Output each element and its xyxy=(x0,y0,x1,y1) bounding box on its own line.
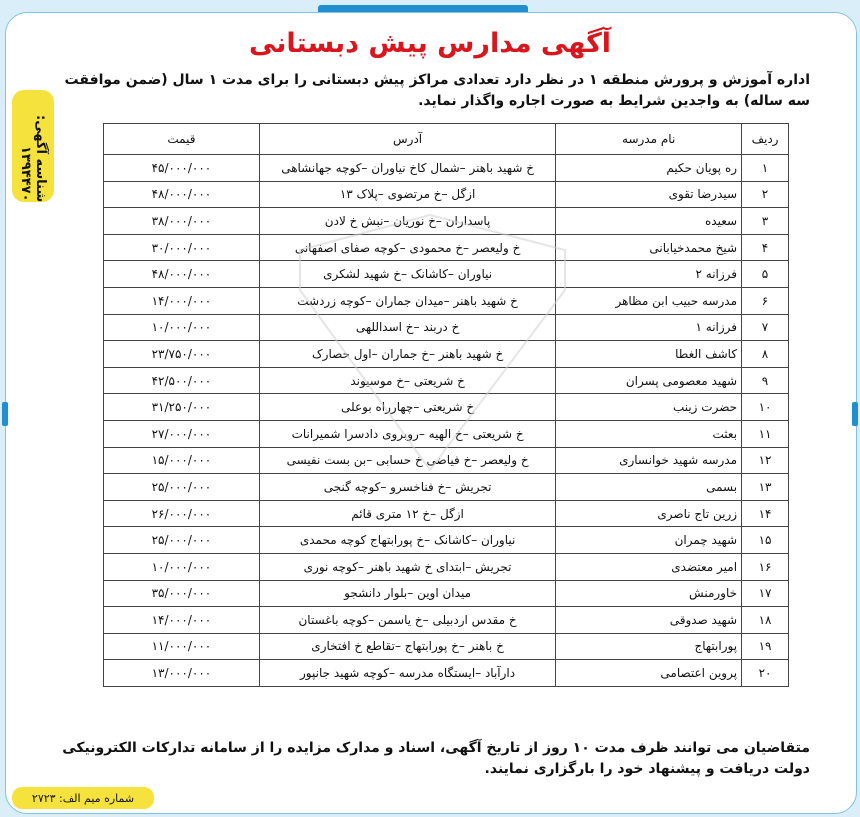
row-number-cell: ۹ xyxy=(742,367,789,394)
address-cell: خ ولیعصر –خ فیاضی خ حسابی –بن بست نفیسی xyxy=(259,447,555,474)
price-cell: ۲۳/۷۵۰/۰۰۰ xyxy=(104,341,260,368)
school-name-cell: پورابتهاج xyxy=(556,633,742,660)
address-cell: ازگل –خ ۱۲ متری قائم xyxy=(259,500,555,527)
school-name-cell: سعیده xyxy=(556,208,742,235)
ad-id-badge xyxy=(12,90,54,202)
address-cell: نیاوران –کاشانک –خ پورابتهاج کوچه محمدی xyxy=(259,527,555,554)
price-cell: ۱۰/۰۰۰/۰۰۰ xyxy=(104,553,260,580)
school-name-cell: شهید چمران xyxy=(556,527,742,554)
address-cell: ازگل –خ مرتضوی –پلاک ۱۳ xyxy=(259,181,555,208)
price-cell: ۴۸/۰۰۰/۰۰۰ xyxy=(104,181,260,208)
row-number-cell: ۷ xyxy=(742,314,789,341)
school-name-cell: ره پویان حکیم xyxy=(556,155,742,182)
address-cell: پاسداران –خ نوریان –نبش خ لادن xyxy=(259,208,555,235)
row-number-cell: ۱۸ xyxy=(742,607,789,634)
row-number-cell: ۱۷ xyxy=(742,580,789,607)
row-number-cell: ۱۳ xyxy=(742,474,789,501)
school-name-cell: زرین تاج ناصری xyxy=(556,500,742,527)
row-number-cell: ۱۰ xyxy=(742,394,789,421)
table-row xyxy=(104,155,789,182)
school-name-cell: بعثت xyxy=(556,420,742,447)
school-name-cell: مدرسه حبیب ابن مظاهر xyxy=(556,287,742,314)
table-row xyxy=(104,341,789,368)
price-cell: ۱۳/۰۰۰/۰۰۰ xyxy=(104,660,260,687)
table-row xyxy=(104,394,789,421)
row-number-cell: ۱۶ xyxy=(742,553,789,580)
address-cell: خ شهید باهنر –شمال کاخ نیاوران –کوچه جهانشاهی xyxy=(259,155,555,182)
school-name-cell: امیر معتضدی xyxy=(556,553,742,580)
table-row xyxy=(104,234,789,261)
price-cell: ۱۴/۰۰۰/۰۰۰ xyxy=(104,287,260,314)
address-cell: خ مقدس اردبیلی –خ یاسمن –کوچه باغستان xyxy=(259,607,555,634)
school-name-cell: مدرسه شهید خوانساری xyxy=(556,447,742,474)
header-school-name: نام مدرسه xyxy=(556,124,742,155)
row-number-cell: ۸ xyxy=(742,341,789,368)
school-name-cell: بسمی xyxy=(556,474,742,501)
school-name-cell: شهید صدوقی xyxy=(556,607,742,634)
row-number-cell: ۱۴ xyxy=(742,500,789,527)
table-row xyxy=(104,607,789,634)
school-name-cell: شهید معصومی پسران xyxy=(556,367,742,394)
address-cell: خ دربند –خ اسداللهی xyxy=(259,314,555,341)
row-number-cell: ۱۱ xyxy=(742,420,789,447)
price-cell: ۴۲/۵۰۰/۰۰۰ xyxy=(104,367,260,394)
table-row xyxy=(104,447,789,474)
table-header-row xyxy=(104,124,789,155)
outro-paragraph: متقاضیان می توانند ظرف مدت ۱۰ روز از تاریخ آگهی، اسناد و مدارک مزایده را از سامانه تدارکات الکترونیکی دولت دریافت و پیشنهاد خود را بارگزاری نمایند. xyxy=(62,740,810,777)
price-cell: ۳۱/۲۵۰/۰۰۰ xyxy=(104,394,260,421)
address-cell: دارآباد –ایستگاه مدرسه –کوچه شهید جانپور xyxy=(259,660,555,687)
price-cell: ۱۴/۰۰۰/۰۰۰ xyxy=(104,607,260,634)
table-row xyxy=(104,580,789,607)
row-number-cell: ۱۹ xyxy=(742,633,789,660)
table-row xyxy=(104,261,789,288)
address-cell: نیاوران –کاشانک –خ شهید لشکری xyxy=(259,261,555,288)
left-edge-tab xyxy=(2,402,8,426)
price-cell: ۳۵/۰۰۰/۰۰۰ xyxy=(104,580,260,607)
table-row xyxy=(104,420,789,447)
row-number-cell: ۵ xyxy=(742,261,789,288)
address-cell: خ باهنر –خ پورابتهاج –تقاطع خ افتخاری xyxy=(259,633,555,660)
price-cell: ۲۵/۰۰۰/۰۰۰ xyxy=(104,474,260,501)
address-cell: خ شریعتی –چهارراه بوعلی xyxy=(259,394,555,421)
school-name-cell: سیدرضا تقوی xyxy=(556,181,742,208)
row-number-cell: ۶ xyxy=(742,287,789,314)
ad-title: آگهی مدارس پیش دبستانی xyxy=(248,28,612,59)
schools-table xyxy=(103,123,789,687)
price-cell: ۱۱/۰۰۰/۰۰۰ xyxy=(104,633,260,660)
table-row xyxy=(104,208,789,235)
price-cell: ۲۵/۰۰۰/۰۰۰ xyxy=(104,527,260,554)
school-name-cell: فرزانه ۲ xyxy=(556,261,742,288)
address-cell: خ شریعتی –خ موسیوند xyxy=(259,367,555,394)
ad-id-text: شناسه آگهی: ۱۳۹۴۴۷۰ xyxy=(18,114,48,202)
intro-paragraph: اداره آموزش و پرورش منطقه ۱ در نظر دارد تعدادی مراکز پیش دبستانی را برای مدت ۱ سال (ضمن موافقت سه ساله) به واجدین شرایط به صورت اجاره واگذار نماید. xyxy=(64,72,810,109)
table-row xyxy=(104,181,789,208)
address-cell: خ شهید باهنر –خ جماران –اول حصارک xyxy=(259,341,555,368)
table-row xyxy=(104,500,789,527)
table-row xyxy=(104,474,789,501)
row-number-cell: ۱۲ xyxy=(742,447,789,474)
row-number-cell: ۱ xyxy=(742,155,789,182)
header-address: آدرس xyxy=(259,124,555,155)
row-number-cell: ۴ xyxy=(742,234,789,261)
school-name-cell: فرزانه ۱ xyxy=(556,314,742,341)
school-name-cell: خاورمنش xyxy=(556,580,742,607)
school-name-cell: کاشف الغطا xyxy=(556,341,742,368)
row-number-cell: ۳ xyxy=(742,208,789,235)
right-edge-tab xyxy=(852,402,858,426)
row-number-cell: ۲ xyxy=(742,181,789,208)
table-row xyxy=(104,287,789,314)
footer-badge: شماره میم الف: ۲۷۲۳ xyxy=(12,787,154,809)
price-cell: ۲۶/۰۰۰/۰۰۰ xyxy=(104,500,260,527)
address-cell: تجریش –خ فناخسرو –کوچه گنجی xyxy=(259,474,555,501)
table-row xyxy=(104,553,789,580)
price-cell: ۳۰/۰۰۰/۰۰۰ xyxy=(104,234,260,261)
price-cell: ۳۸/۰۰۰/۰۰۰ xyxy=(104,208,260,235)
table-row xyxy=(104,527,789,554)
table-row xyxy=(104,314,789,341)
school-name-cell: شیخ محمدخیابانی xyxy=(556,234,742,261)
school-name-cell: پروین اعتصامی xyxy=(556,660,742,687)
table-row xyxy=(104,660,789,687)
row-number-cell: ۲۰ xyxy=(742,660,789,687)
price-cell: ۴۵/۰۰۰/۰۰۰ xyxy=(104,155,260,182)
header-row-number: ردیف xyxy=(742,124,789,155)
address-cell: تجریش –ابتدای خ شهید باهنر –کوچه نوری xyxy=(259,553,555,580)
header-price: قیمت xyxy=(104,124,260,155)
address-cell: میدان اوین –بلوار دانشجو xyxy=(259,580,555,607)
price-cell: ۱۵/۰۰۰/۰۰۰ xyxy=(104,447,260,474)
school-name-cell: حضرت زینب xyxy=(556,394,742,421)
row-number-cell: ۱۵ xyxy=(742,527,789,554)
address-cell: خ شهید باهنر –میدان جماران –کوچه زردشت xyxy=(259,287,555,314)
address-cell: خ شریعتی –خ الهیه –روبروی دادسرا شمیرانات xyxy=(259,420,555,447)
address-cell: خ ولیعصر –خ محمودی –کوچه صفای اصفهانی xyxy=(259,234,555,261)
table-row xyxy=(104,367,789,394)
price-cell: ۲۷/۰۰۰/۰۰۰ xyxy=(104,420,260,447)
price-cell: ۴۸/۰۰۰/۰۰۰ xyxy=(104,261,260,288)
table-row xyxy=(104,633,789,660)
price-cell: ۱۰/۰۰۰/۰۰۰ xyxy=(104,314,260,341)
table-body xyxy=(104,155,789,687)
